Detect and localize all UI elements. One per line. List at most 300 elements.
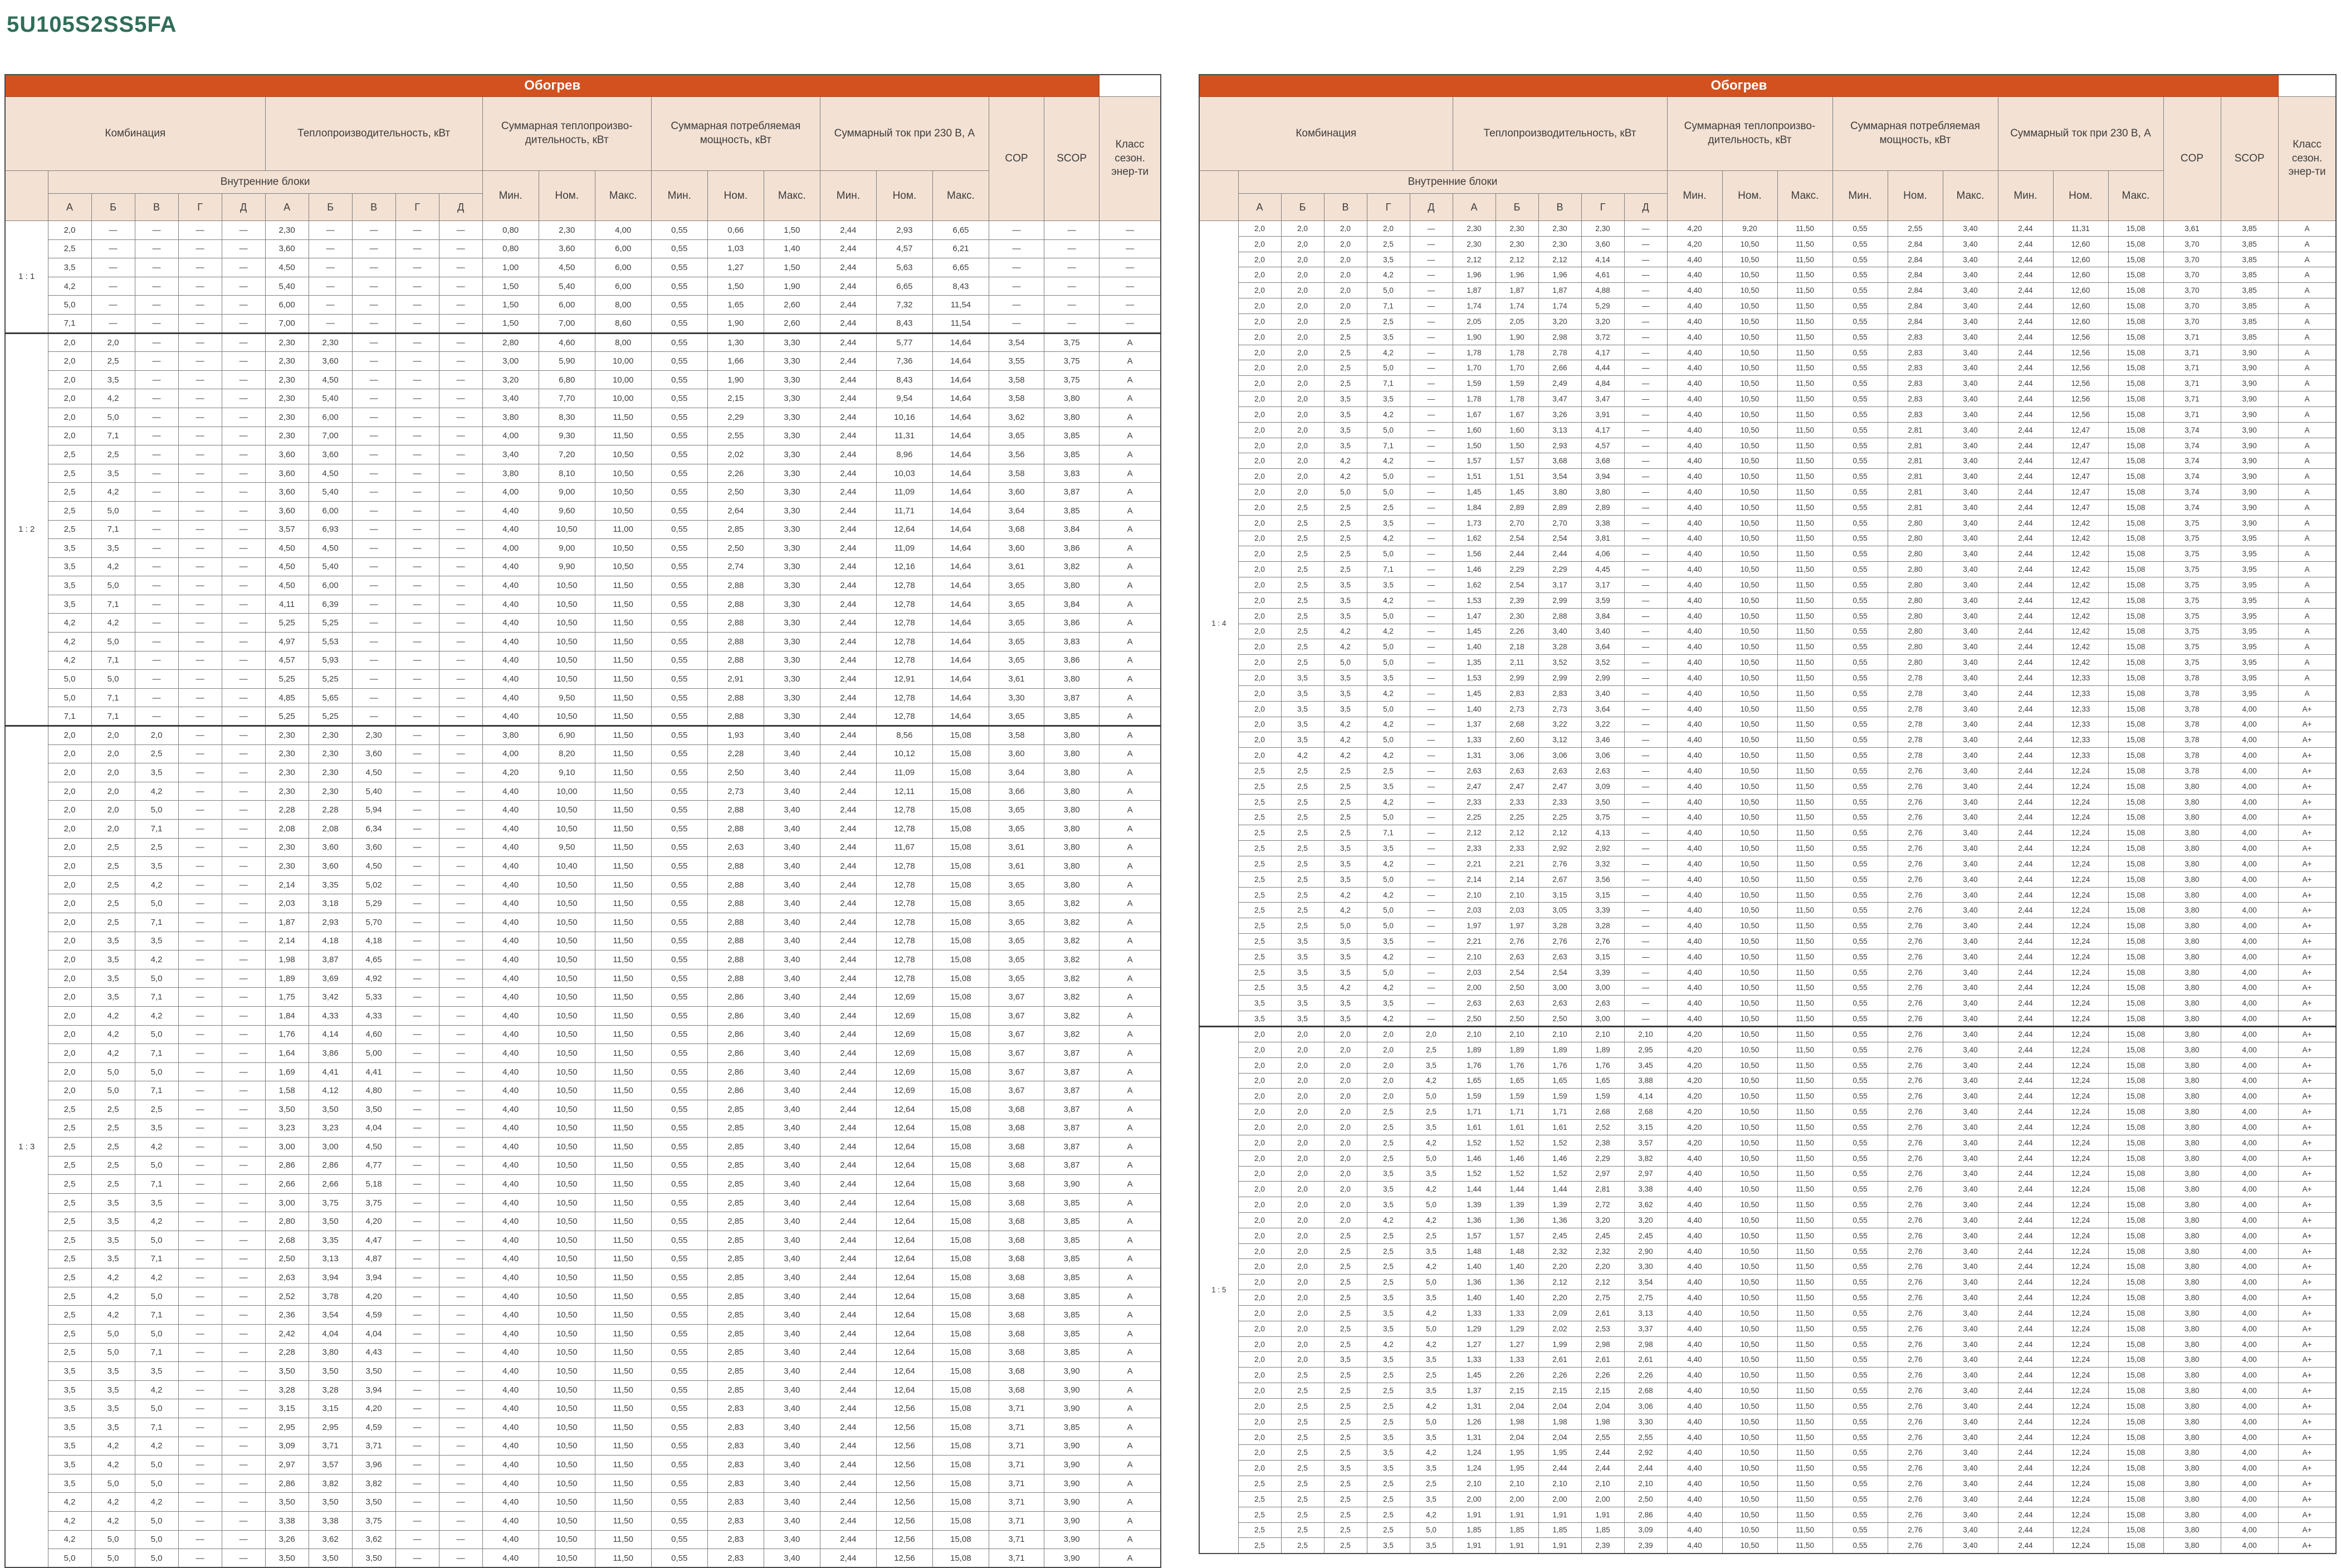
table-cell: 1,67 [1453,406,1495,422]
table-cell: — [178,1081,222,1100]
table-cell: 2,0 [48,408,91,427]
table-cell: 2,44 [1998,1368,2053,1383]
table-cell: 2,0 [1324,267,1367,283]
table-cell: 15,08 [2108,1259,2163,1275]
table-cell: 3,23 [265,1119,309,1138]
table-cell: 15,08 [932,932,989,950]
table-cell: 4,14 [1581,252,1624,267]
table-cell: 2,0 [1281,1104,1324,1120]
table-cell: A [1099,557,1161,576]
table-cell: 0,55 [1832,717,1888,732]
table-cell: 12,64 [876,1119,932,1138]
table-cell: 14,64 [932,633,989,651]
table-cell: 4,40 [1667,1228,1722,1243]
table-cell: 3,30 [764,651,820,670]
table-cell: 2,44 [1998,252,2053,267]
table-cell: 0,55 [1832,1398,1888,1414]
table-cell: 3,80 [482,726,539,745]
table-cell: 3,40 [1943,1476,1998,1492]
table-cell: 2,50 [707,483,764,502]
table-cell: 10,50 [1722,236,1777,252]
table-cell: 5,25 [309,614,352,633]
table-cell: 1,46 [1495,1150,1538,1166]
table-cell: 3,5 [1324,608,1367,624]
table-cell: 3,20 [1538,313,1581,329]
table-cell: 2,5 [48,1175,91,1194]
table-cell: 2,44 [1998,298,2053,314]
table-cell: 2,5 [1281,778,1324,794]
table-cell: 2,44 [820,875,876,894]
table-cell: 10,50 [539,1175,595,1194]
table-cell: — [395,932,439,950]
table-cell: 4,20 [1667,1104,1722,1120]
unit-letter: А [1453,194,1495,221]
table-cell: 3,82 [1044,1025,1099,1044]
table-cell: A+ [2278,1275,2336,1290]
table-cell: 0,55 [1832,1445,1888,1461]
table-cell: 3,75 [1044,333,1099,352]
table-cell: 4,40 [482,801,539,820]
table-cell: 3,40 [764,820,820,839]
table-cell: 2,85 [707,1380,764,1399]
table-cell: 3,30 [764,464,820,483]
table-cell: 0,55 [651,501,707,520]
table-cell: 12,64 [876,1287,932,1306]
table-cell: 15,08 [2108,221,2163,237]
table-cell: 3,71 [2163,345,2221,360]
table-cell: 2,76 [1888,1352,1943,1368]
table-cell: — [439,595,482,614]
table-cell: 3,40 [1943,1259,1998,1275]
table-cell: 10,16 [876,408,932,427]
table-cell: A [1099,427,1161,445]
table-cell: — [135,707,178,726]
table-cell: 3,60 [309,352,352,371]
table-cell: 3,80 [1044,408,1099,427]
table-cell: 3,5 [91,1231,135,1250]
table-cell: 3,5 [1324,685,1367,701]
table-cell: 3,80 [2163,1522,2221,1538]
table-cell: — [178,221,222,240]
table-cell: 0,55 [651,1081,707,1100]
table-cell: 2,44 [1998,1120,2053,1135]
table-cell: 2,14 [1495,871,1538,887]
table-cell: 6,34 [352,820,395,839]
table-cell: 6,93 [309,520,352,539]
table-cell: 1,74 [1453,298,1495,314]
table-cell: 12,64 [876,1231,932,1250]
table-cell: 2,0 [1238,469,1281,484]
table-cell: 2,44 [820,1193,876,1212]
table-cell: 2,50 [265,1250,309,1268]
table-cell: — [1624,701,1667,717]
table-cell: 3,60 [352,838,395,857]
table-cell: 2,78 [1888,670,1943,686]
table-cell: 2,5 [91,1156,135,1175]
table-cell: A [1099,1100,1161,1119]
table-row [1199,1507,2336,1522]
table-cell: 3,40 [764,1119,820,1138]
table-cell: 7,1 [91,707,135,726]
table-cell: 4,00 [2221,1368,2278,1383]
table-cell: 2,0 [1281,422,1324,438]
table-cell: 1,44 [1538,1182,1581,1197]
table-cell: 10,50 [1722,701,1777,717]
table-cell: 3,88 [1624,1073,1667,1089]
table-cell: — [178,352,222,371]
table-cell: — [352,483,395,502]
table-cell: 12,24 [2053,1445,2108,1461]
table-row [1199,1243,2336,1259]
table-cell: 15,08 [2108,1305,2163,1321]
table-cell: 3,62 [352,1530,395,1549]
table-cell: 5,0 [1367,608,1410,624]
table-cell: 0,55 [1832,1213,1888,1228]
table-cell: 4,2 [91,389,135,408]
table-cell: 2,12 [1453,825,1495,841]
table-cell: 3,5 [48,557,91,576]
table-cell: 3,30 [764,408,820,427]
table-cell: 2,44 [1998,546,2053,562]
table-cell: A+ [2278,1073,2336,1089]
table-cell: 4,00 [2221,1305,2278,1321]
table-cell: — [395,1119,439,1138]
table-cell: 3,40 [1943,887,1998,903]
table-cell: 2,0 [1324,298,1367,314]
table-cell: 1,45 [1453,1368,1495,1383]
table-cell: 0,55 [1832,1275,1888,1290]
table-cell: 4,40 [482,950,539,969]
table-cell: — [352,296,395,315]
col-header-energy-class: Класс сезон. энер-ти [2278,97,2336,221]
table-cell: 3,84 [1581,608,1624,624]
table-cell: 3,40 [1943,267,1998,283]
table-cell: 15,08 [2108,1120,2163,1135]
table-cell: 1,59 [1453,1089,1495,1104]
table-cell: 2,44 [820,894,876,913]
table-cell: 10,50 [539,1044,595,1063]
table-cell: 12,24 [2053,1352,2108,1368]
table-cell: 3,71 [989,1493,1044,1512]
table-cell: 15,08 [932,1006,989,1025]
table-cell: A+ [2278,1522,2336,1538]
table-cell: 2,0 [1410,1027,1453,1042]
table-cell: — [395,894,439,913]
table-cell: 4,40 [482,913,539,932]
table-cell: 12,24 [2053,1011,2108,1027]
unit-letter: А [265,194,309,221]
table-cell: 2,30 [539,221,595,240]
table-cell: 3,61 [989,557,1044,576]
table-cell: 2,5 [1324,1290,1367,1306]
table-cell: 2,0 [1281,1089,1324,1104]
table-cell: — [222,445,265,464]
table-cell: 2,26 [1624,1368,1667,1383]
table-cell: 5,53 [309,633,352,651]
table-cell: 10,50 [539,670,595,689]
table-cell: 2,44 [820,1100,876,1119]
table-cell: A+ [2278,810,2336,825]
table-cell: 3,40 [764,1325,820,1344]
table-cell: 2,83 [707,1549,764,1568]
table-cell: 0,55 [651,782,707,801]
table-cell: 2,44 [1998,1135,2053,1150]
table-cell: 3,5 [1367,841,1410,856]
table-cell: 12,24 [2053,825,2108,841]
table-cell: — [222,1325,265,1344]
table-cell: 2,68 [265,1231,309,1250]
table-cell: 3,85 [1044,1212,1099,1231]
table-cell: 2,52 [265,1287,309,1306]
table-cell: 4,2 [135,1212,178,1231]
table-row [5,258,1161,277]
table-cell: 0,55 [1832,1383,1888,1399]
table-cell: 11,50 [595,1343,651,1362]
table-cell: 2,83 [707,1493,764,1512]
table-cell: 2,0 [1281,1073,1324,1089]
table-cell: 3,65 [989,614,1044,633]
table-cell: 5,0 [91,1325,135,1344]
table-cell: 2,0 [1238,1150,1281,1166]
table-cell: 9,10 [539,763,595,782]
table-cell: 2,76 [1888,1305,1943,1321]
table-cell: 4,40 [1667,592,1722,608]
table-cell: 3,55 [989,352,1044,371]
table-cell: A [1099,1325,1161,1344]
table-cell: 2,44 [1998,949,2053,964]
table-cell: 3,82 [309,1474,352,1493]
table-cell: 3,54 [1624,1275,1667,1290]
table-cell: 3,78 [2163,701,2221,717]
table-cell: 3,60 [265,501,309,520]
table-cell: 4,40 [1667,267,1722,283]
table-cell: 3,40 [1943,1104,1998,1120]
table-cell: — [395,969,439,988]
table-cell: 11,50 [1777,453,1832,469]
table-cell: 4,00 [2221,1429,2278,1445]
table-cell: 4,40 [1667,825,1722,841]
table-cell: 5,77 [876,333,932,352]
table-cell: 12,42 [2053,531,2108,546]
table-cell: — [352,651,395,670]
table-cell: — [1624,546,1667,562]
table-cell: — [178,1437,222,1456]
table-cell: 10,50 [1722,298,1777,314]
table-cell: 3,15 [265,1399,309,1418]
table-cell: 3,80 [2163,1305,2221,1321]
table-cell: 3,50 [265,1362,309,1381]
table-cell: A+ [2278,1166,2336,1182]
table-cell: 12,56 [2053,345,2108,360]
table-cell: — [395,1175,439,1194]
table-cell: 2,5 [48,483,91,502]
table-cell: 2,39 [1581,1538,1624,1554]
table-cell: 15,08 [2108,283,2163,298]
table-cell: 0,55 [651,1380,707,1399]
table-cell: 5,0 [91,1549,135,1568]
table-cell: 9,30 [539,427,595,445]
table-cell: 11,50 [595,1268,651,1287]
table-cell: — [352,333,395,352]
table-cell: 10,50 [595,557,651,576]
table-cell: 1,85 [1581,1522,1624,1538]
table-cell: 2,0 [1281,1305,1324,1321]
table-cell: 2,93 [1538,438,1581,453]
table-cell: 2,44 [1998,1383,2053,1399]
table-cell: 12,47 [2053,453,2108,469]
table-cell: — [178,501,222,520]
table-cell: 3,85 [2221,252,2278,267]
table-cell: 2,78 [1888,717,1943,732]
table-cell: 2,5 [1367,1522,1410,1538]
table-cell: 2,5 [1324,345,1367,360]
table-row [1199,406,2336,422]
table-row [5,1006,1161,1025]
table-cell: 2,0 [48,969,91,988]
table-cell: 4,40 [1667,1305,1722,1321]
table-cell: 5,00 [352,1044,395,1063]
table-cell: 15,08 [2108,1104,2163,1120]
table-cell: 2,44 [820,239,876,258]
table-row [1199,267,2336,283]
table-cell: 2,21 [1453,856,1495,871]
table-cell: 3,65 [989,707,1044,726]
table-cell: — [178,239,222,258]
table-cell: 12,42 [2053,592,2108,608]
table-cell: 2,44 [1998,1057,2053,1073]
table-row [1199,1290,2336,1306]
table-cell: A+ [2278,1352,2336,1368]
table-row [5,857,1161,876]
table-cell: 3,80 [1044,782,1099,801]
table-cell: — [1624,345,1667,360]
table-cell: 2,44 [1998,283,2053,298]
table-cell: 2,5 [1367,1150,1410,1166]
table-cell: 4,40 [482,1474,539,1493]
table-cell: 0,55 [1832,825,1888,841]
table-cell: 0,55 [1832,406,1888,422]
table-cell: — [439,894,482,913]
table-cell: 3,5 [1410,1461,1453,1476]
table-cell: 4,40 [1667,1182,1722,1197]
table-cell: 2,5 [91,352,135,371]
table-cell: 2,0 [1238,406,1281,422]
table-cell: 2,0 [1324,1027,1367,1042]
table-cell: — [352,633,395,651]
table-cell: 3,5 [1281,670,1324,686]
table-cell: — [439,370,482,389]
table-cell: 0,55 [1832,313,1888,329]
table-cell: 2,0 [1238,252,1281,267]
table-cell: 1,52 [1538,1166,1581,1182]
table-cell: 0,55 [651,875,707,894]
table-cell: 3,5 [48,1399,91,1418]
table-cell: 10,50 [539,1362,595,1381]
table-row [1199,1150,2336,1166]
table-cell: 4,40 [482,1119,539,1138]
table-cell: 2,5 [1367,1228,1410,1243]
table-cell: 4,40 [482,894,539,913]
table-cell: 10,50 [1722,1352,1777,1368]
table-cell: 3,5 [1367,996,1410,1011]
table-cell: 3,42 [309,988,352,1007]
table-cell: — [222,688,265,707]
table-cell: 2,76 [1888,1135,1943,1150]
table-cell: — [1624,639,1667,655]
table-cell: 10,50 [539,1156,595,1175]
col-header-max: Макс. [2108,171,2163,221]
table-cell: 4,40 [1667,1429,1722,1445]
table-cell: 4,00 [2221,1275,2278,1290]
table-cell: 12,78 [876,651,932,670]
table-cell: 3,60 [352,744,395,763]
table-cell: 2,0 [1281,1135,1324,1150]
table-cell: A+ [2278,1259,2336,1275]
table-cell: 2,44 [820,1437,876,1456]
table-cell: A [1099,1175,1161,1194]
table-cell: 4,97 [265,633,309,651]
table-cell: 2,0 [1238,701,1281,717]
table-cell: 10,50 [595,445,651,464]
table-cell: 1,52 [1453,1135,1495,1150]
table-row [5,483,1161,502]
table-cell: A [2278,670,2336,686]
table-cell: 2,30 [265,352,309,371]
table-cell: 2,33 [1495,841,1538,856]
table-cell: 2,5 [1324,1368,1367,1383]
table-cell: 0,55 [651,333,707,352]
table-cell: 4,40 [1667,391,1722,407]
table-cell: 12,60 [2053,236,2108,252]
table-cell: — [178,950,222,969]
table-cell: 4,40 [482,782,539,801]
table-cell: 2,33 [1453,841,1495,856]
table-cell: 12,64 [876,520,932,539]
table-cell: 4,33 [309,1006,352,1025]
table-cell: — [1624,841,1667,856]
table-cell: 0,55 [651,614,707,633]
table-cell: 2,10 [1624,1027,1667,1042]
table-cell: 2,5 [1238,1507,1281,1522]
table-cell: 5,18 [352,1175,395,1194]
table-cell: 3,15 [1624,1120,1667,1135]
table-cell: 15,08 [932,988,989,1007]
table-cell: 0,55 [651,352,707,371]
table-cell: 10,50 [539,1006,595,1025]
table-cell: 2,80 [1888,577,1943,593]
table-cell: 15,08 [2108,1336,2163,1352]
table-cell: 4,2 [91,1044,135,1063]
table-cell: 6,00 [595,258,651,277]
table-cell: 10,50 [1722,406,1777,422]
table-cell: — [439,932,482,950]
table-cell: A [1099,1287,1161,1306]
table-cell: 7,1 [91,688,135,707]
table-cell: 2,80 [1888,592,1943,608]
table-cell: 2,99 [1581,670,1624,686]
table-cell: 2,85 [707,1362,764,1381]
table-cell: 2,30 [309,333,352,352]
table-cell: 2,44 [820,1212,876,1231]
table-cell: 2,5 [1324,1445,1367,1461]
table-cell: 0,55 [651,1044,707,1063]
table-cell: 2,81 [1888,422,1943,438]
table-cell: 2,44 [1998,639,2053,655]
table-cell: 3,40 [1943,1089,1998,1104]
table-cell: — [1624,980,1667,996]
table-cell: 2,44 [820,857,876,876]
table-cell: — [222,913,265,932]
